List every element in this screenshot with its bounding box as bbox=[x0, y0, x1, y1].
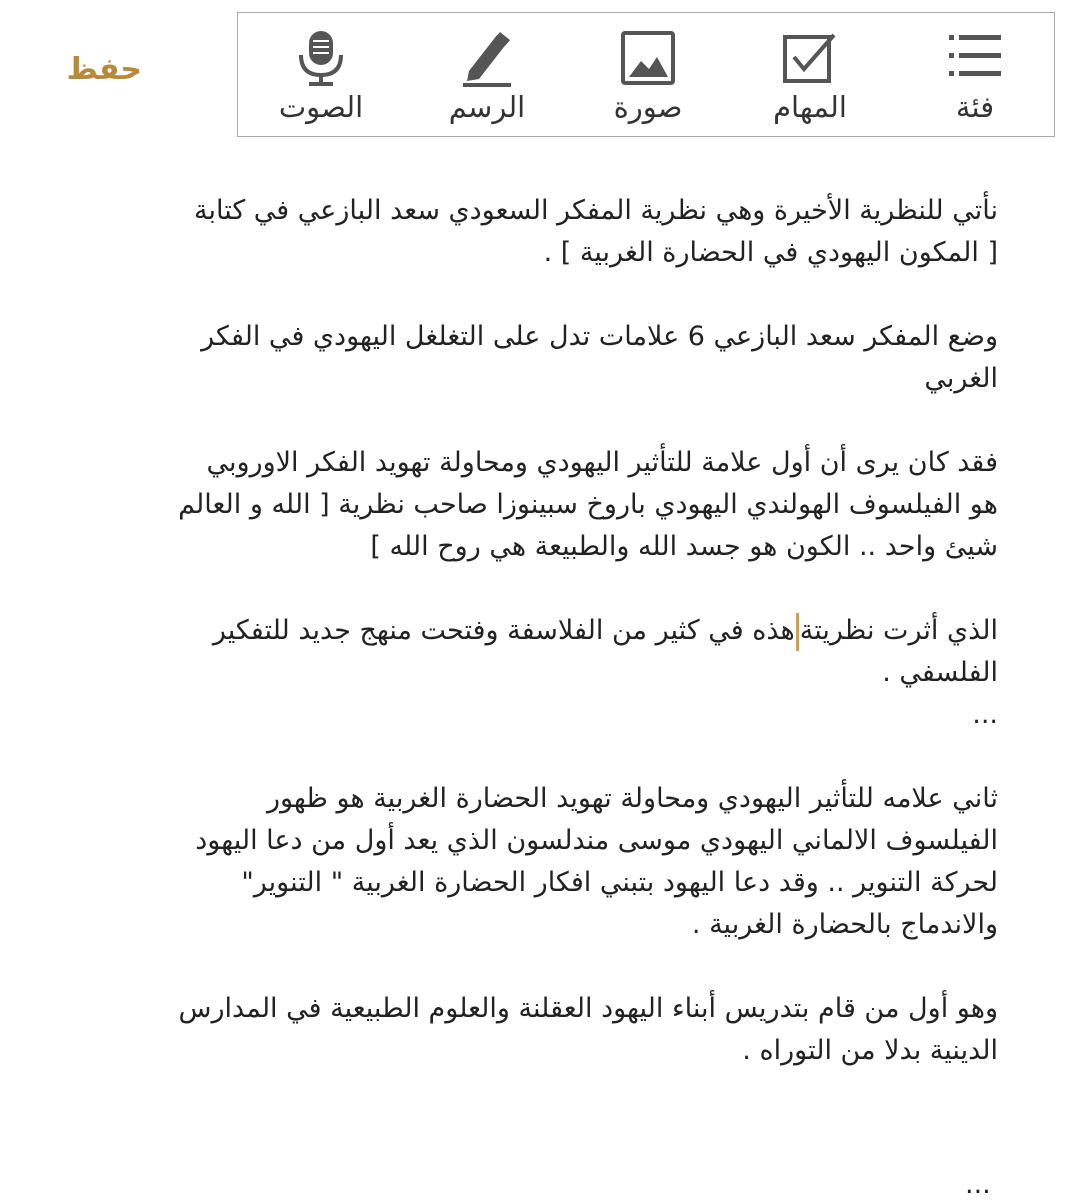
image-icon bbox=[620, 29, 676, 87]
note-line: فقد كان يرى أن أول علامة للتأثير اليهودي ومحاولة تهويد الفكر الاوروبي bbox=[206, 447, 998, 478]
toolbar-voice-button[interactable] bbox=[256, 13, 386, 138]
note-line-with-cursor bbox=[70, 610, 998, 652]
note-line: ... bbox=[972, 699, 998, 730]
toolbar-image-button[interactable] bbox=[583, 13, 713, 138]
note-line: وضع المفكر سعد البازعي 6 علامات تدل على التغلغل اليهودي في الفكر bbox=[201, 321, 998, 352]
toolbar-voice-label: الصوت bbox=[278, 90, 364, 124]
save-button[interactable]: حفظ bbox=[66, 52, 142, 87]
note-line: الفلسفي . bbox=[882, 657, 998, 688]
microphone-icon bbox=[293, 29, 349, 87]
blank-line bbox=[70, 946, 998, 988]
note-line: نأتي للنظرية الأخيرة وهي نظرية المفكر السعودي سعد البازعي في كتابة bbox=[193, 195, 998, 226]
menu-lines-icon bbox=[947, 29, 1003, 87]
toolbar-category-button[interactable] bbox=[910, 13, 1040, 138]
blank-line bbox=[70, 400, 998, 442]
note-text-editor[interactable] bbox=[70, 190, 998, 1072]
toolbar-tasks-label: المهام bbox=[773, 90, 847, 124]
note-toolbar bbox=[237, 12, 1055, 137]
checkbox-icon bbox=[782, 29, 838, 87]
note-text-segment: الذي أثرت نظريتة bbox=[799, 615, 998, 646]
note-line: شيئ واحد .. الكون هو جسد الله والطبيعة هي روح الله ] bbox=[370, 531, 998, 562]
text-cursor bbox=[796, 613, 799, 651]
note-line: الدينية بدلا من التوراه . bbox=[742, 1035, 998, 1066]
note-line: ثاني علامه للتأثير اليهودي ومحاولة تهويد الحضارة الغربية هو ظهور bbox=[266, 783, 998, 814]
toolbar-tasks-button[interactable] bbox=[745, 13, 875, 138]
note-line: [ المكون اليهودي في الحضارة الغربية ] . bbox=[543, 237, 998, 268]
trailing-ellipsis: ... bbox=[965, 1169, 991, 1200]
toolbar-drawing-label: الرسم bbox=[448, 90, 526, 124]
blank-line bbox=[70, 568, 998, 610]
pencil-icon bbox=[459, 29, 515, 87]
note-line: هو الفيلسوف الهولندي اليهودي باروخ سبينوزا صاحب نظرية [ الله و العالم bbox=[178, 489, 998, 520]
toolbar-drawing-button[interactable] bbox=[422, 13, 552, 138]
note-line: وهو أول من قام بتدريس أبناء اليهود العقلنة والعلوم الطبيعية في المدارس bbox=[178, 993, 998, 1024]
toolbar-category-label: فئة bbox=[955, 90, 995, 124]
blank-line bbox=[70, 736, 998, 778]
toolbar-image-label: صورة bbox=[613, 90, 683, 124]
blank-line bbox=[70, 274, 998, 316]
note-line: لحركة التنوير .. وقد دعا اليهود بتبني افكار الحضارة الغربية " التنوير" bbox=[241, 867, 998, 898]
note-line: والاندماج بالحضارة الغربية . bbox=[691, 909, 998, 940]
note-line: الفيلسوف الالماني اليهودي موسى مندلسون الذي يعد أول من دعا اليهود bbox=[195, 825, 998, 856]
note-line: الغربي bbox=[924, 363, 998, 394]
note-text-segment: هذه في كثير من الفلاسفة وفتحت منهج جديد للتفكير bbox=[212, 615, 795, 646]
